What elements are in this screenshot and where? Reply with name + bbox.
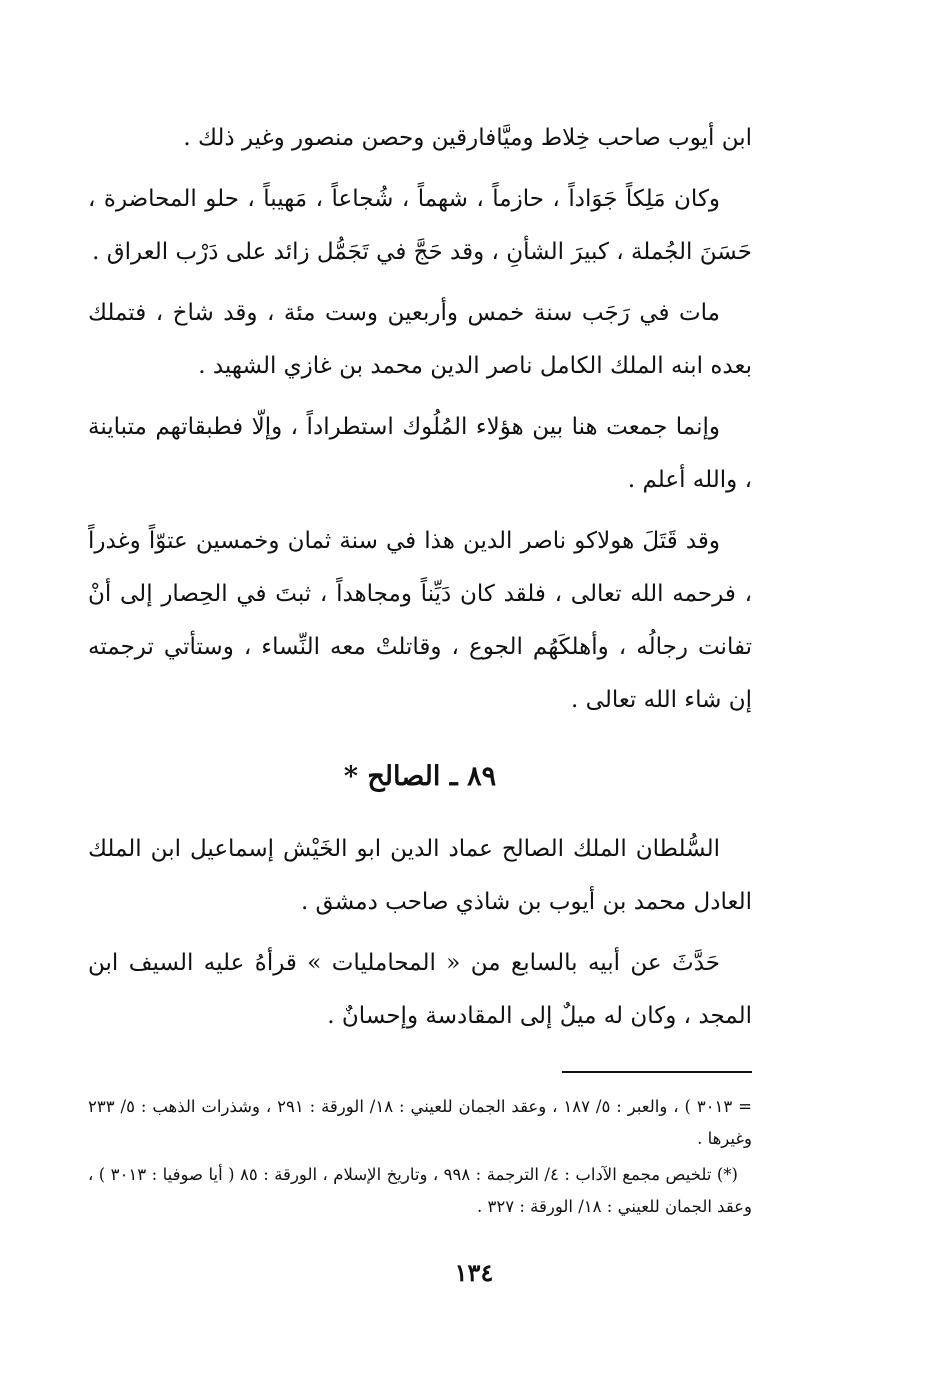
footnote-entry: (*) تلخيص مجمع الآداب : ٤/ الترجمة : ٩٩٨ ، وتاريخ الإسلام ، الورقة : ٨٥ ( أيا صوفيا : ٣٠١٣ ) ، وعقد الجمان للعيني : ١٨/ الورقة : ٣٢٧ . [88, 1165, 752, 1216]
footnote-divider [562, 1071, 752, 1073]
paragraph-sultan: السُّلطان الملك الصالح عماد الدين ابو الخَيْش إسماعيل ابن الملك العادل محمد بن أيوب بن شاذي صاحب دمشق . [88, 836, 752, 915]
paragraph-continuation: ابن أيوب صاحب خِلاط وميَّافارقين وحصن منصور وغير ذلك . [183, 125, 752, 151]
entry-heading: ٨٩ ـ الصالح * [343, 761, 497, 792]
page-number: ١٣٤ [454, 1258, 494, 1287]
paragraph-description: وكان مَلِكاً جَوَاداً ، حازماً ، شهماً ، شُجاعاً ، مَهيباً ، حلو المحاضرة ، حَسَنَ الجُملة ، كبيرَ الشأنِ ، وقد حَجَّ في تَجَمُّل زائد على دَرْب العراق . [88, 186, 752, 265]
page-body [88, 112, 752, 1227]
paragraph-death: مات في رَجَب سنة خمس وأربعين وست مئة ، وقد شاخ ، فتملك بعده ابنه الملك الكامل ناصر الدين محمد بن غازي الشهيد . [88, 300, 752, 379]
footnote-continued: = ٣٠١٣ ) ، والعبر : ٥/ ١٨٧ ، وعقد الجمان للعيني : ١٨/ الورقة : ٢٩١ ، وشذرات الذهب : ٥/ ٢٣٣ وغيرها . [88, 1097, 752, 1148]
paragraph-narration: حَدَّثَ عن أبيه بالسابع من « المحامليات » قرأهُ عليه السيف ابن المجد ، وكان له ميلٌ إلى المقادسة وإحسانٌ . [88, 950, 752, 1029]
paragraph-digression: وإنما جمعت هنا بين هؤلاء المُلُوك استطراداً ، وإلّا فطبقاتهم متباينة ، والله أعلم . [88, 414, 752, 493]
paragraph-hulagu: وقد قَتَلَ هولاكو ناصر الدين هذا في سنة ثمان وخمسين عتوّاً وغدراً ، فرحمه الله تعالى ، فلقد كان دَيِّناً ومجاهداً ، ثبتَ في الحِصار إلى أنْ تفانت رجالُه ، وأهلكَهُم الجوع ، وقاتلتْ معه النِّساء ، وستأتي ترجمته إن شاء الله تعالى . [88, 528, 752, 713]
